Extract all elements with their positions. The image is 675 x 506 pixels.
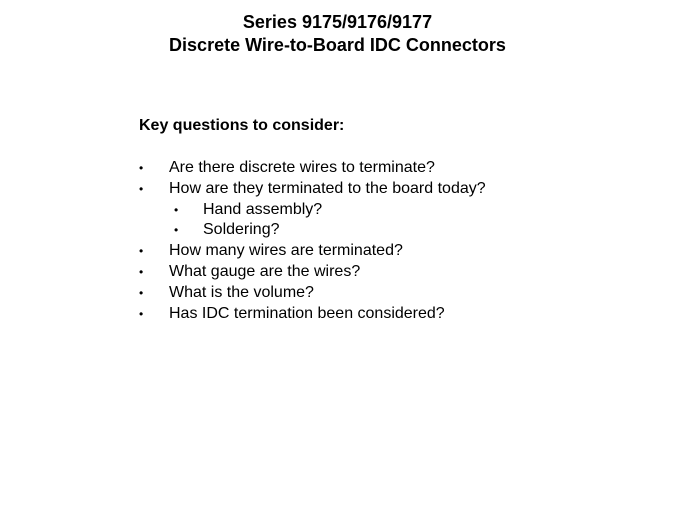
bullet-icon: • [139, 244, 144, 258]
sub-list-item [139, 220, 559, 241]
slide-title [0, 11, 675, 57]
list-item-text: What gauge are the wires? [169, 263, 361, 280]
title-line-1: Series 9175/9176/9177 [242, 12, 433, 32]
bullet-icon: • [174, 202, 179, 217]
sub-list-item [139, 200, 559, 221]
list-item [139, 158, 559, 179]
sub-list-container [139, 200, 559, 241]
question-list [139, 158, 559, 325]
list-item [139, 262, 559, 283]
sub-list-item-text: Hand assembly? [203, 200, 323, 218]
list-item-text: What is the volume? [169, 284, 314, 301]
list-item [139, 179, 559, 200]
list-item-text: How many wires are terminated? [169, 242, 403, 259]
title-line-2: Discrete Wire-to-Board IDC Connectors [169, 35, 506, 55]
list-item [139, 283, 559, 304]
key-questions-heading: Key questions to consider: [139, 117, 345, 134]
bullet-icon: • [139, 307, 144, 321]
list-item-text: How are they terminated to the board today? [169, 179, 486, 197]
bullet-icon: • [174, 223, 179, 237]
list-item-text: Are there discrete wires to terminate? [169, 158, 435, 176]
list-item-text: Has IDC termination been considered? [169, 305, 445, 322]
list-item [139, 241, 559, 262]
bullet-icon: • [139, 286, 144, 300]
list-item [139, 304, 559, 325]
sub-list-item-text: Soldering? [203, 221, 280, 238]
bullet-icon: • [139, 181, 144, 196]
slide-content [139, 116, 559, 325]
sub-question-list [139, 200, 559, 241]
bullet-icon: • [139, 265, 144, 279]
bullet-icon: • [139, 160, 144, 175]
